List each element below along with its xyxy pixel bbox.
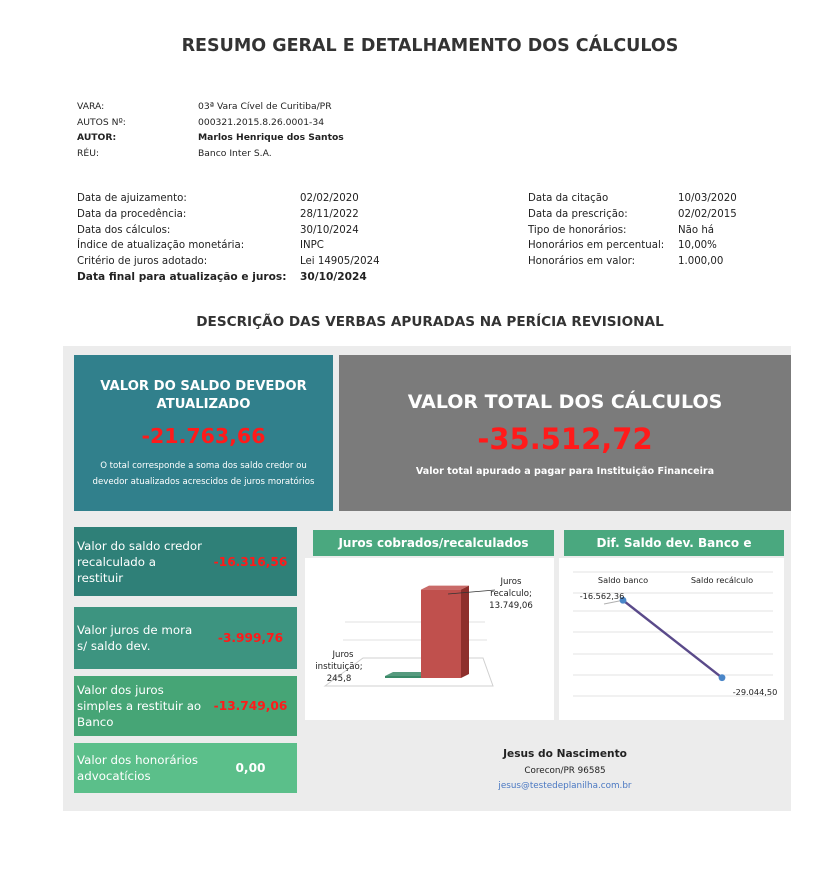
stat-value: -13.749,06: [213, 699, 288, 713]
stat-value: -3.999,76: [217, 631, 284, 645]
info-label: Tipo de honorários:: [528, 224, 627, 236]
info-value: 30/10/2024: [300, 270, 367, 283]
juros-chart: [305, 558, 554, 720]
info-row: [528, 223, 737, 239]
info-label: Data da prescrição:: [528, 208, 628, 220]
signature-email[interactable]: jesus@testedeplanilha.com.br: [498, 781, 632, 791]
saldo-card-heading: VALOR DO SALDO DEVEDOR ATUALIZADO: [100, 379, 307, 412]
stat-juros-mora: [74, 607, 297, 669]
stat-juros-simples: [74, 676, 297, 736]
header-row: [77, 115, 344, 131]
info-label: Data da citação: [528, 193, 609, 204]
total-card-heading: VALOR TOTAL DOS CÁLCULOS: [407, 391, 723, 413]
info-row: [77, 270, 380, 286]
info-label: Data dos cálculos:: [77, 224, 171, 236]
bar-juros-recalculo: [421, 586, 469, 678]
signature-block: [420, 748, 710, 791]
header-value: Marlos Henrique dos Santos: [198, 132, 344, 143]
header-row: [77, 130, 344, 146]
stat-label: Valor dos juros simples a restituir ao Banco: [77, 683, 202, 729]
info-label: Data final para atualização e juros:: [77, 270, 287, 283]
info-row: [77, 254, 380, 270]
header-value: 03ª Vara Cível de Curitiba/PR: [198, 101, 332, 112]
stat-label: Valor do saldo credor recalculado a restituir: [77, 538, 202, 585]
label-saldo-recalculo: -29.044,50: [732, 687, 778, 697]
info-value: 1.000,00: [678, 256, 724, 268]
saldo-devedor-card: [74, 355, 333, 511]
legend-saldo-recalculo: Saldo recálculo: [690, 575, 754, 585]
bar-instituicao-front: [385, 676, 425, 678]
info-label: Data de ajuizamento:: [77, 193, 187, 204]
info-label: Honorários em percentual:: [528, 240, 665, 252]
legend-saldo-banco: Saldo banco: [597, 575, 649, 585]
dates-right: [528, 191, 737, 270]
saldo-card-value: -21.763,66: [141, 424, 266, 448]
total-card-description: Valor total apurado a pagar para Instituição Financeira: [415, 466, 715, 477]
bar-recalculo-side: [461, 586, 469, 678]
info-row: [528, 238, 737, 254]
info-row: [77, 191, 380, 207]
label-saldo-banco: -16.562,36: [579, 591, 625, 601]
info-label: Índice de atualização monetária:: [77, 240, 245, 252]
bar-recalculo-front: [421, 590, 461, 678]
info-row: [528, 207, 737, 223]
signature-name: Jesus do Nascimento: [503, 748, 627, 760]
info-row: [77, 207, 380, 223]
series-line: [623, 600, 722, 677]
dif-chart: [559, 558, 784, 720]
bar-recalculo-top: [421, 586, 469, 590]
header-row: [77, 146, 344, 162]
stat-honorarios: [74, 743, 297, 793]
info-row: [77, 238, 380, 254]
header-value: 000321.2015.8.26.0001-34: [198, 116, 325, 128]
page-title: RESUMO GERAL E DETALHAMENTO DOS CÁLCULOS: [181, 36, 679, 56]
stat-saldo-credor: [74, 527, 297, 596]
total-card-value: -35.512,72: [477, 422, 653, 456]
header-value: Banco Inter S.A.: [198, 147, 272, 159]
stat-label: Valor dos honorários advocatícios: [77, 753, 199, 783]
header-label: AUTOR:: [77, 132, 117, 143]
stat-value: -16.316,56: [213, 554, 288, 569]
label-instituicao-l3: 245,8: [326, 674, 352, 684]
info-row: [77, 223, 380, 239]
dates-left: [77, 191, 380, 286]
dif-chart-svg: [559, 558, 784, 720]
info-row: [528, 254, 737, 270]
stat-value: 0,00: [235, 761, 266, 775]
total-card: [339, 355, 791, 511]
info-label: Data da procedência:: [77, 208, 187, 220]
label-recalculo-l1: Juros: [500, 577, 522, 587]
info-value: 28/11/2022: [300, 208, 359, 220]
info-value: 10/03/2020: [678, 193, 737, 204]
header-label: AUTOS Nº:: [77, 116, 126, 128]
header-label: RÉU:: [77, 147, 100, 159]
info-value: 30/10/2024: [300, 224, 359, 236]
label-recalculo-l3: 13.749,06: [489, 601, 533, 611]
section-title: DESCRIÇÃO DAS VERBAS APURADAS NA PERÍCIA REVISIONAL: [196, 314, 664, 330]
header-row: [77, 99, 344, 115]
info-value: 02/02/2020: [300, 193, 359, 204]
juros-chart-heading: Juros cobrados/recalculados: [313, 530, 554, 556]
case-header: [77, 99, 344, 161]
info-value: 10,00%: [678, 240, 717, 252]
header-label: VARA:: [77, 101, 105, 112]
label-recalculo-l2: recalculo;: [490, 589, 532, 599]
point-saldo-recalculo: [719, 674, 726, 681]
label-instituicao-l2: instituição;: [315, 662, 363, 672]
info-value: 02/02/2015: [678, 208, 737, 220]
info-value: INPC: [300, 240, 324, 252]
info-label: Critério de juros adotado:: [77, 256, 208, 268]
label-instituicao-l1: Juros: [332, 650, 354, 660]
saldo-card-description: O total corresponde a soma dos saldo credor ou devedor atualizados acrescidos de juros moratórios: [92, 461, 315, 487]
juros-chart-svg: [305, 558, 554, 720]
info-row: [528, 191, 737, 207]
stat-label: Valor juros de mora s/ saldo dev.: [77, 623, 193, 653]
info-label: Honorários em valor:: [528, 256, 636, 268]
dif-chart-heading: Dif. Saldo dev. Banco e: [564, 530, 784, 556]
info-value: Lei 14905/2024: [300, 256, 380, 268]
signature-credential: Corecon/PR 96585: [524, 766, 606, 776]
info-value: Não há: [678, 224, 715, 236]
